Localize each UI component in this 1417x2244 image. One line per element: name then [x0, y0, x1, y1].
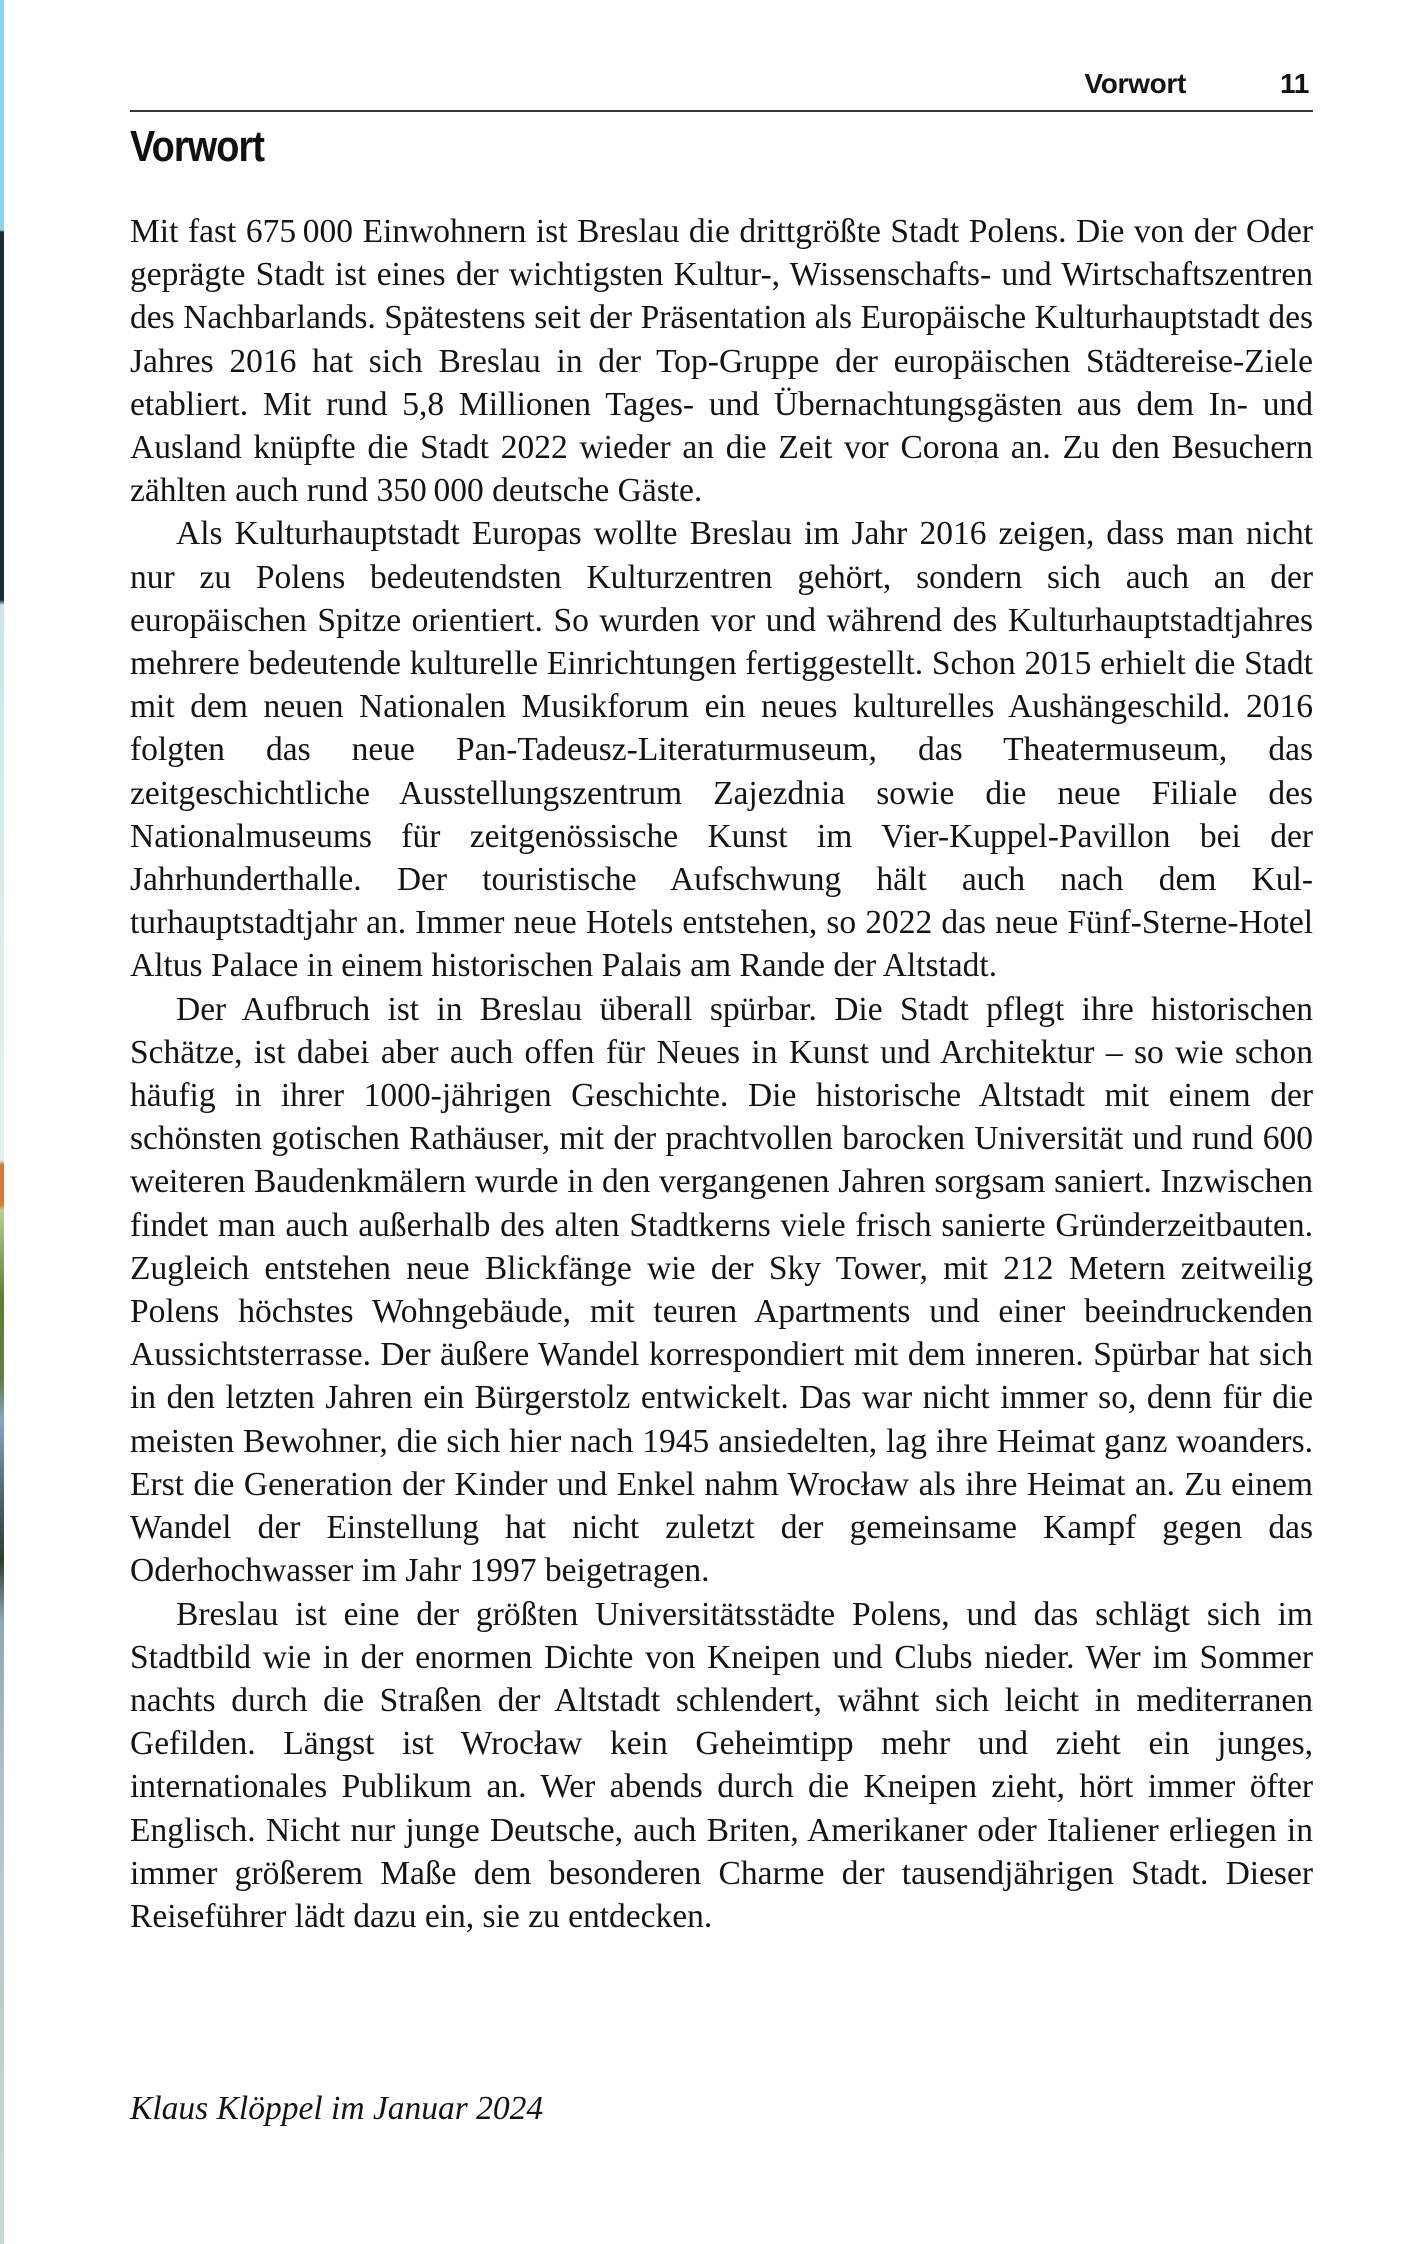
- running-head: [130, 68, 1313, 108]
- paragraph: Der Aufbruch ist in Breslau überall spürbar. Die Stadt pflegt ihre historischen Schätze, ist dabei aber auch offen für Neues in Kunst und Architektur – so wie schon häufig in ihrer 1000-jährigen Geschichte. Die historische Altstadt mit einem der schönsten gotischen Rathäuser, mit der prachtvollen barocken Universität und rund 600 weiteren Baudenkmälern wurde in den vergangenen Jahren sorgsam saniert. Inzwischen findet man auch außerhalb des alten Stadtkerns viele frisch sanierte Gründerzeitbauten. Zugleich entstehen neue Blickfänge wie der Sky Tower, mit 212 Metern zeitweilig Polens höchstes Wohngebäude, mit teuren Apartments und einer beeindruckenden Aussichtsterrasse. Der äußere Wandel korrespondiert mit dem inneren. Spürbar hat sich in den letzten Jahren ein Bürgerstolz entwickelt. Das war nicht immer so, denn für die meisten Bewohner, die sich hier nach 1945 ansiedelten, lag ihre Heimat ganz woanders. Erst die Generation der Kinder und Enkel nahm Wrocław als ihre Heimat an. Zu einem Wandel der Einstellung hat nicht zuletzt der gemeinsame Kampf gegen das Oderhochwasser im Jahr 1997 beigetragen.: [130, 990, 1313, 1590]
- paragraph: Mit fast 675 000 Einwohnern ist Breslau die drittgrößte Stadt Polens. Die von der Oder geprägte Stadt ist eines der wichtigsten Kultur-, Wissenschafts- und Wirtschaftszentren des Nachbarlands. Spätestens seit der Präsentation als Europäische Kulturhauptstadt des Jahres 2016 hat sich Breslau in der Top-Gruppe der europäischen Städtereise-Ziele etabliert. Mit rund 5,8 Millionen Tages- und Übernachtungsgästen aus dem In- und Ausland knüpfte die Stadt 2022 wieder an die Zeit vor Corona an. Zu den Besuchern zählten auch rund 350 000 deutsche Gäste.: [130, 213, 1313, 510]
- book-edge-strip: [0, 0, 4, 2244]
- chapter-title: Vorwort: [130, 122, 265, 171]
- running-head-title: Vorwort: [1084, 68, 1186, 99]
- body-text: [130, 210, 1313, 1938]
- paragraph: Breslau ist eine der größten Universitätsstädte Polens, und das schlägt sich im Stadtbild wie in der enormen Dichte von Kneipen und Clubs nieder. Wer im Sommer nachts durch die Straßen der Altstadt schlendert, wähnt sich leicht in mediterranen Gefilden. Längst ist Wrocław kein Geheimtipp mehr und zieht ein junges, internationales Publikum an. Wer abends durch die Kneipen zieht, hört immer öfter Englisch. Nicht nur junge Deutsche, auch Briten, Amerikaner oder Italiener erliegen in immer größerem Maße dem besonderen Charme der tausendjährigen Stadt. Dieser Reiseführer lädt dazu ein, sie zu entdecken.: [130, 1595, 1313, 1935]
- paragraph: Als Kulturhauptstadt Europas wollte Breslau im Jahr 2016 zeigen, dass man nicht nur zu Polens bedeutendsten Kulturzentren gehört, sondern sich auch an der europäischen Spitze orientiert. So wurden vor und während des Kulturhauptstadtjahres mehrere bedeutende kulturelle Einrichtungen fertiggestellt. Schon 2015 erhielt die Stadt mit dem neuen Nationalen Musikforum ein neues kulturelles Aushängeschild. 2016 folgten das neue Pan-Tadeusz-Literaturmuseum, das Theatermuseum, das zeitgeschichtliche Ausstellungszentrum Zajezdnia sowie die neue Filiale des Nationalmuseums für zeitgenössische Kunst im Vier-Kuppel-Pavillon bei der Jahrhunderthalle. Der touristische Aufschwung hält auch nach dem Kulturhauptstadtjahr an. Immer neue Hotels entstehen, so 2022 das neue Fünf-Sterne-Hotel Altus Palace in einem historischen Palais am Rande der Altstadt.: [130, 515, 1313, 985]
- header-rule: [130, 110, 1313, 112]
- author-signature: Klaus Klöppel im Januar 2024: [130, 2090, 544, 2127]
- page-number: 11: [1280, 68, 1309, 99]
